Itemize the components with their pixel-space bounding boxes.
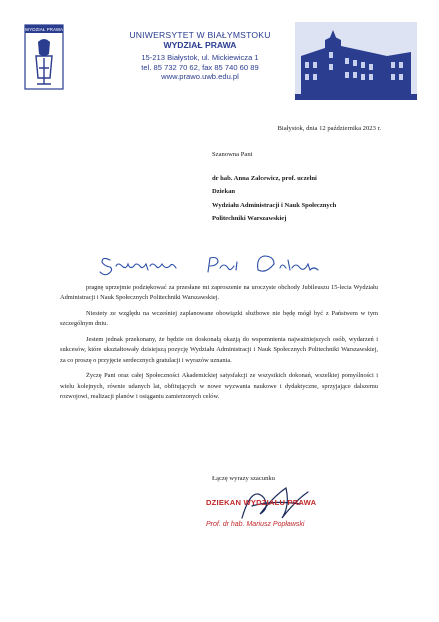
handwritten-greeting [96, 248, 328, 278]
recipient-name: dr hab. Anna Zalcewicz, prof. uczelni [212, 174, 317, 182]
body-paragraph: Niestety ze względu na wcześniej zaplanowane obowiązki służbowe nie będę mógł być z Państwem w tym szczególnym dniu. [60, 310, 378, 328]
stamp-name: Prof. dr hab. Mariusz Popławski [206, 521, 305, 528]
svg-text:WYDZIAŁ PRAWA: WYDZIAŁ PRAWA [24, 27, 64, 33]
body-paragraph: Życzę Pani oraz całej Społeczności Akademickiej satysfakcji ze wszystkich dokonań, wszelkiej pomyślności i wielu kolejnych, równie udanych lat, obfitujących w nowe wyzwania naukowe i dydaktyczne, sprzyjające dalszemu rozwojowi, realizacji planów i osiąganiu zamierzonych celów. [60, 372, 378, 401]
university-name: UNIWERSYTET W BIAŁYMSTOKU [129, 30, 271, 40]
body-paragraph: pragnę uprzejmie podziękować za przesłane mi zaproszenie na uroczyste obchody Jubileuszu 15-lecia Wydziału Administracji i Nauk Społecznych Politechniki Warszawskiej. [60, 284, 378, 302]
recipient-unit-line2: Politechniki Warszawskiej [212, 215, 287, 222]
recipient-position: Dziekan [212, 188, 236, 195]
letter-date: Białystok, dnia 12 października 2023 r. [277, 125, 381, 132]
building-illustration [295, 22, 417, 100]
address-line: 15-213 Białystok, ul. Mickiewicza 1 [141, 53, 259, 62]
recipient-salutation: Szanowna Pani [212, 151, 253, 158]
faculty-logo [24, 24, 64, 90]
recipient-block [212, 148, 336, 226]
phone-line: tel. 85 732 70 62, fax 85 740 60 89 [141, 62, 259, 72]
body-paragraph: Jestem jednak przekonany, że będzie on doskonałą okazją do wspomnienia najważniejszych osób, wydarzeń i sukcesów, które ukształtowały dzisiejszą pozycję Wydziału Administracji i Nauk Społecznych Politechniki Warszawskiej, za co proszę o przyjęcie serdecznych gratulacji i wyrazów uznania. [60, 336, 378, 364]
recipient-unit-line1: Wydziału Administracji i Nauk Społecznych [212, 201, 337, 209]
website: www.prawo.uwb.edu.pl [161, 72, 239, 81]
closing-phrase: Łączę wyrazy szacunku [212, 475, 275, 482]
stamp-title: DZIEKAN WYDZIAŁU PRAWA [206, 498, 317, 507]
letterhead [112, 30, 288, 82]
letter-body [60, 283, 378, 408]
faculty-name: WYDZIAŁ PRAWA [163, 40, 237, 50]
